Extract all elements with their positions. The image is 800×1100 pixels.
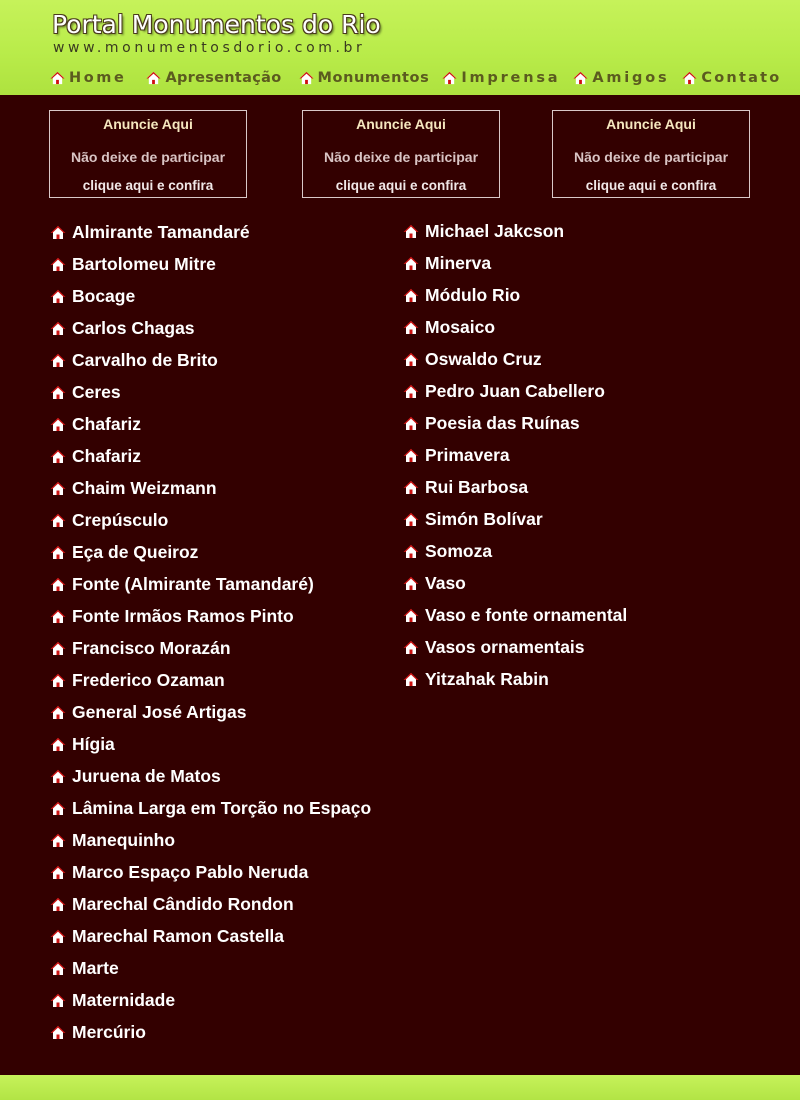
ad-title: Anuncie Aqui: [356, 116, 446, 132]
monument-link[interactable]: [50, 664, 371, 696]
monument-link[interactable]: [50, 952, 371, 984]
ad-link-text: clique aqui e confira: [585, 178, 717, 193]
monument-name: Marechal Ramon Castella: [72, 925, 285, 946]
main-nav: [50, 68, 781, 88]
home-icon: [403, 384, 419, 399]
site-header: [0, 0, 800, 95]
monument-list-left: [50, 216, 371, 1048]
home-icon: [299, 71, 314, 85]
monument-name: Fonte (Almirante Tamandaré): [72, 573, 314, 594]
ad-title: Anuncie Aqui: [606, 116, 696, 132]
monument-link[interactable]: [50, 760, 371, 792]
home-icon: [403, 416, 419, 431]
monument-name: Bartolomeu Mitre: [72, 253, 216, 274]
home-icon: [50, 769, 66, 784]
monument-link[interactable]: [403, 311, 627, 343]
monument-name: Minerva: [425, 252, 492, 273]
monument-link[interactable]: [403, 247, 627, 279]
home-icon: [50, 449, 66, 464]
monument-name: Marco Espaço Pablo Neruda: [72, 861, 309, 882]
home-icon: [50, 993, 66, 1008]
nav-apresentacao[interactable]: [146, 70, 281, 86]
monument-link[interactable]: [50, 280, 371, 312]
monument-link[interactable]: [403, 631, 627, 663]
monument-link[interactable]: [50, 600, 371, 632]
monument-name: Bocage: [72, 285, 136, 306]
site-footer: [0, 1075, 800, 1100]
ad-text: Não deixe de participar: [573, 149, 729, 165]
monument-name: Chaim Weizmann: [72, 477, 217, 498]
home-icon: [682, 71, 697, 85]
monument-name: Marte: [72, 957, 119, 978]
ad-text: Não deixe de participar: [323, 149, 479, 165]
nav-home[interactable]: [50, 70, 126, 86]
ad-banner[interactable]: [302, 110, 500, 198]
home-icon: [403, 512, 419, 527]
nav-label: Imprensa: [461, 70, 561, 86]
monument-name: General José Artigas: [72, 701, 247, 722]
home-icon: [442, 71, 457, 85]
monument-name: Francisco Morazán: [72, 637, 231, 658]
monument-link[interactable]: [50, 824, 371, 856]
monument-name: Ceres: [72, 381, 121, 402]
monument-name: Vasos ornamentais: [425, 636, 585, 657]
monument-link[interactable]: [50, 728, 371, 760]
monument-name: Módulo Rio: [425, 284, 521, 305]
monument-link[interactable]: [403, 343, 627, 375]
monument-name: Maternidade: [72, 989, 176, 1010]
monument-name: Fonte Irmãos Ramos Pinto: [72, 605, 294, 626]
home-icon: [50, 385, 66, 400]
monument-link[interactable]: [50, 632, 371, 664]
monument-name: Lâmina Larga em Torção no Espaço: [72, 797, 372, 818]
monument-link[interactable]: [50, 440, 371, 472]
home-icon: [403, 480, 419, 495]
home-icon: [403, 576, 419, 591]
monument-name: Carlos Chagas: [72, 317, 195, 338]
monument-name: Poesia das Ruínas: [425, 412, 580, 433]
monument-link[interactable]: [403, 599, 627, 631]
monument-link[interactable]: [50, 248, 371, 280]
ad-title: Anuncie Aqui: [103, 116, 193, 132]
monument-name: Crepúsculo: [72, 509, 169, 530]
monument-name: Chafariz: [72, 413, 142, 434]
monument-link[interactable]: [50, 888, 371, 920]
site-url[interactable]: www.monumentosdorio.com.br: [53, 40, 366, 56]
monument-name: Mosaico: [425, 316, 496, 337]
home-icon: [50, 865, 66, 880]
monument-link[interactable]: [50, 856, 371, 888]
monument-link[interactable]: [403, 375, 627, 407]
home-icon: [50, 609, 66, 624]
monument-link[interactable]: [50, 408, 371, 440]
monument-link[interactable]: [50, 1016, 371, 1048]
nav-imprensa[interactable]: [442, 70, 560, 86]
home-icon: [50, 353, 66, 368]
monument-name: Mercúrio: [72, 1021, 146, 1042]
monument-link[interactable]: [50, 920, 371, 952]
nav-label: Contato: [701, 70, 782, 86]
monument-link[interactable]: [50, 344, 371, 376]
monument-name: Frederico Ozaman: [72, 669, 225, 690]
monument-name: Yitzahak Rabin: [425, 668, 549, 689]
home-icon: [50, 71, 65, 85]
ad-text: Não deixe de participar: [70, 149, 226, 165]
home-icon: [50, 257, 66, 272]
monument-link[interactable]: [50, 312, 371, 344]
home-icon: [50, 1025, 66, 1040]
home-icon: [50, 289, 66, 304]
monument-link[interactable]: [50, 376, 371, 408]
monument-name: Somoza: [425, 540, 493, 561]
home-icon: [573, 71, 588, 85]
monument-link[interactable]: [50, 472, 371, 504]
home-icon: [50, 225, 66, 240]
monument-name: Rui Barbosa: [425, 476, 529, 497]
monument-name: Almirante Tamandaré: [72, 221, 250, 242]
home-icon: [403, 352, 419, 367]
nav-monumentos[interactable]: [299, 70, 430, 86]
home-icon: [403, 320, 419, 335]
monument-name: Hígia: [72, 733, 115, 754]
monument-link[interactable]: [403, 663, 627, 695]
monument-list-right: [403, 215, 627, 695]
monument-name: Marechal Cândido Rondon: [72, 893, 294, 914]
monument-name: Simón Bolívar: [425, 508, 543, 529]
monument-link[interactable]: [403, 279, 627, 311]
monument-name: Primavera: [425, 444, 510, 465]
monument-link[interactable]: [50, 984, 371, 1016]
monument-link[interactable]: [50, 792, 371, 824]
home-icon: [50, 737, 66, 752]
monument-name: Eça de Queiroz: [72, 541, 199, 562]
home-icon: [50, 481, 66, 496]
nav-label: Home: [69, 70, 127, 86]
home-icon: [50, 321, 66, 336]
monument-link[interactable]: [50, 504, 371, 536]
home-icon: [50, 897, 66, 912]
home-icon: [403, 672, 419, 687]
home-icon: [403, 448, 419, 463]
home-icon: [403, 224, 419, 239]
monument-name: Vaso: [425, 572, 466, 593]
home-icon: [50, 833, 66, 848]
home-icon: [403, 608, 419, 623]
home-icon: [403, 256, 419, 271]
monument-link[interactable]: [50, 568, 371, 600]
nav-contato[interactable]: [682, 70, 781, 86]
monument-name: Juruena de Matos: [72, 765, 221, 786]
monument-name: Vaso e fonte ornamental: [425, 604, 628, 625]
nav-label: Monumentos: [317, 70, 430, 86]
monument-link[interactable]: [50, 536, 371, 568]
monument-link[interactable]: [403, 503, 627, 535]
home-icon: [50, 705, 66, 720]
monument-link[interactable]: [50, 696, 371, 728]
nav-amigos[interactable]: [573, 70, 669, 86]
site-title[interactable]: Portal Monumentos do Rio: [52, 10, 381, 39]
home-icon: [50, 673, 66, 688]
monument-name: Michael Jakcson: [425, 220, 565, 241]
home-icon: [50, 513, 66, 528]
monument-link[interactable]: [403, 535, 627, 567]
monument-name: Carvalho de Brito: [72, 349, 218, 370]
home-icon: [50, 577, 66, 592]
monument-link[interactable]: [403, 567, 627, 599]
home-icon: [50, 417, 66, 432]
monument-name: Oswaldo Cruz: [425, 348, 542, 369]
monument-link[interactable]: [403, 407, 627, 439]
ad-link-text: clique aqui e confira: [335, 178, 467, 193]
ad-banner[interactable]: [552, 110, 750, 198]
ad-banner[interactable]: [49, 110, 247, 198]
home-icon: [50, 929, 66, 944]
monument-name: Manequinho: [72, 829, 176, 850]
monument-link[interactable]: [403, 439, 627, 471]
monument-name: Chafariz: [72, 445, 142, 466]
home-icon: [146, 71, 161, 85]
home-icon: [50, 641, 66, 656]
monument-name: Pedro Juan Cabellero: [425, 380, 605, 401]
nav-label: Apresentação: [165, 70, 282, 86]
ad-link-text: clique aqui e confira: [82, 178, 214, 193]
monument-link[interactable]: [50, 216, 371, 248]
home-icon: [50, 545, 66, 560]
nav-label: Amigos: [592, 70, 670, 86]
monument-link[interactable]: [403, 215, 627, 247]
home-icon: [403, 288, 419, 303]
home-icon: [403, 544, 419, 559]
home-icon: [403, 640, 419, 655]
monument-link[interactable]: [403, 471, 627, 503]
home-icon: [50, 961, 66, 976]
home-icon: [50, 801, 66, 816]
